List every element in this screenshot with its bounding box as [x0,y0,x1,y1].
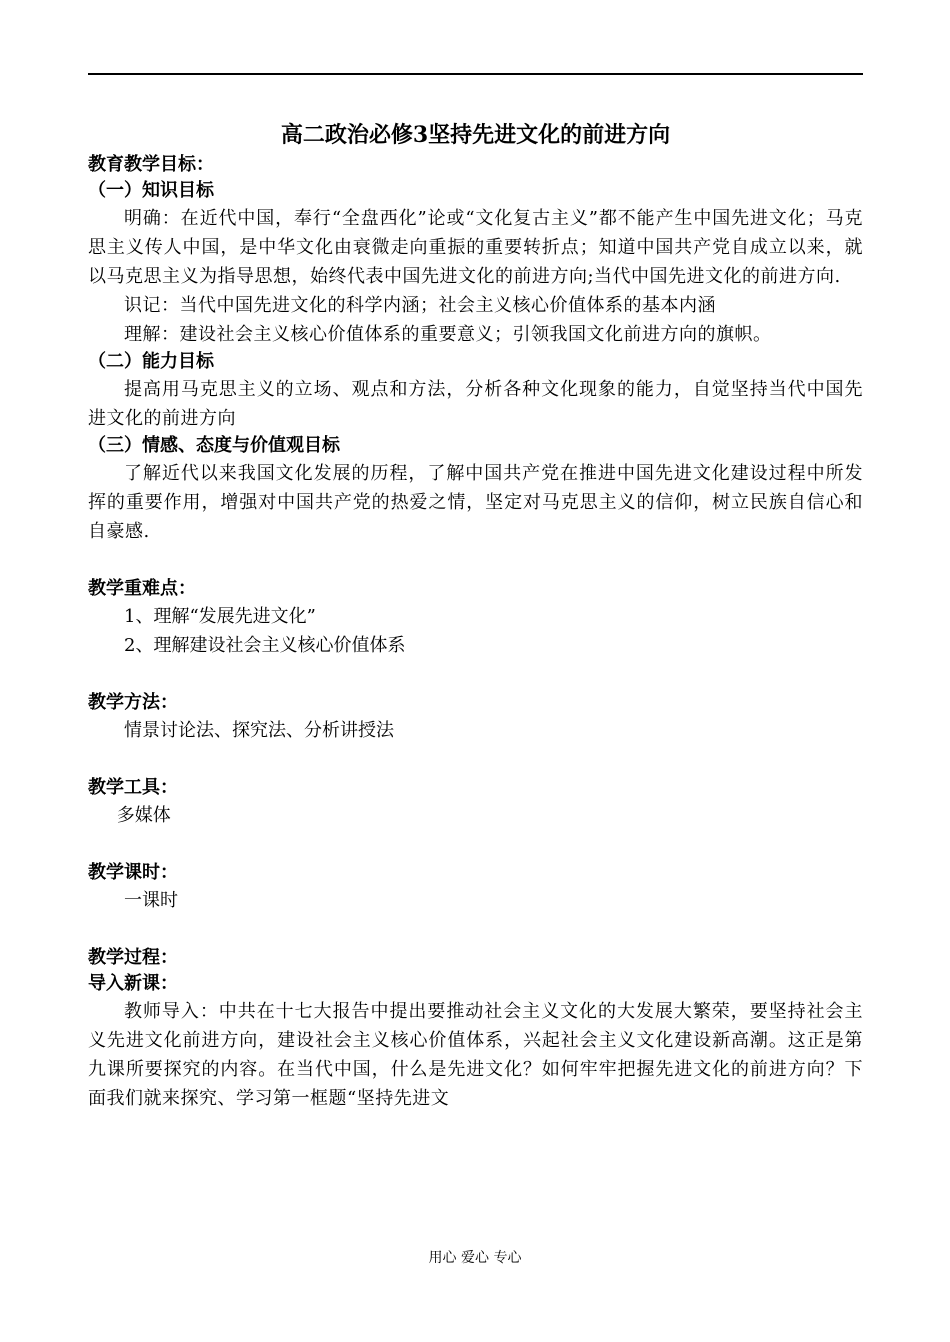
hours-heading: 教学课时： [88,862,178,883]
tools-text: 多媒体 [116,805,171,826]
difficulty-item: 2、理解建设社会主义核心价值体系 [124,635,406,656]
knowledge-paragraph-2: 识记：当代中国先进文化的科学内涵；社会主义核心价值体系的基本内涵 [124,295,716,316]
knowledge-paragraph-1: 明确：在近代中国，奉行“全盘西化”论或“文化复古主义”都不能产生中国先进文化；马克思主义传人中国，是中华文化由衰微走向重振的重要转折点；知道中国共产党自成立以来，就以马克思主义为指导思想，始终代表中国先进文化的前进方向;当代中国先进文化的前进方向. [88,208,863,287]
intro-paragraph: 教师导入：中共在十七大报告中提出要推动社会主义文化的大发展大繁荣，要坚持社会主义先进文化前进方向，建设社会主义核心价值体系，兴起社会主义文化建设新高潮。这正是第九课所要探究的内容。在当代中国，什么是先进文化？如何牢牢把握先进文化的前进方向？下面我们就来探究、学习第一框题“坚持先进文 [88,1001,863,1109]
ability-heading: （二）能力目标 [88,351,214,372]
page-footer: 用心 爱心 专心 [428,1250,522,1266]
document-title: 高二政治必修3坚持先进文化的前进方向 [280,122,671,148]
process-heading: 教学过程： [88,947,178,968]
ability-paragraph: 提高用马克思主义的立场、观点和方法，分析各种文化现象的能力，自觉坚持当代中国先进文化的前进方向 [88,379,863,429]
methods-heading: 教学方法： [88,692,178,713]
emotion-paragraph: 了解近代以来我国文化发展的历程，了解中国共产党在推进中国先进文化建设过程中所发挥的重要作用，增强对中国共产党的热爱之情，坚定对马克思主义的信仰，树立民族自信心和自豪感. [88,463,863,542]
knowledge-heading: （一）知识目标 [88,180,214,201]
document-body [88,118,863,1113]
difficulty-item: 1、理解“发展先进文化” [124,606,316,627]
intro-heading: 导入新课： [88,973,178,994]
tools-heading: 教学工具： [88,777,178,798]
objectives-heading: 教育教学目标： [88,154,214,175]
knowledge-paragraph-3: 理解：建设社会主义核心价值体系的重要意义；引领我国文化前进方向的旗帜。 [124,324,772,345]
header-rule [88,73,863,75]
methods-text: 情景讨论法、探究法、分析讲授法 [124,720,394,741]
difficulties-heading: 教学重难点： [88,578,196,599]
hours-text: 一课时 [124,890,178,911]
emotion-heading: （三）情感、态度与价值观目标 [88,435,340,456]
